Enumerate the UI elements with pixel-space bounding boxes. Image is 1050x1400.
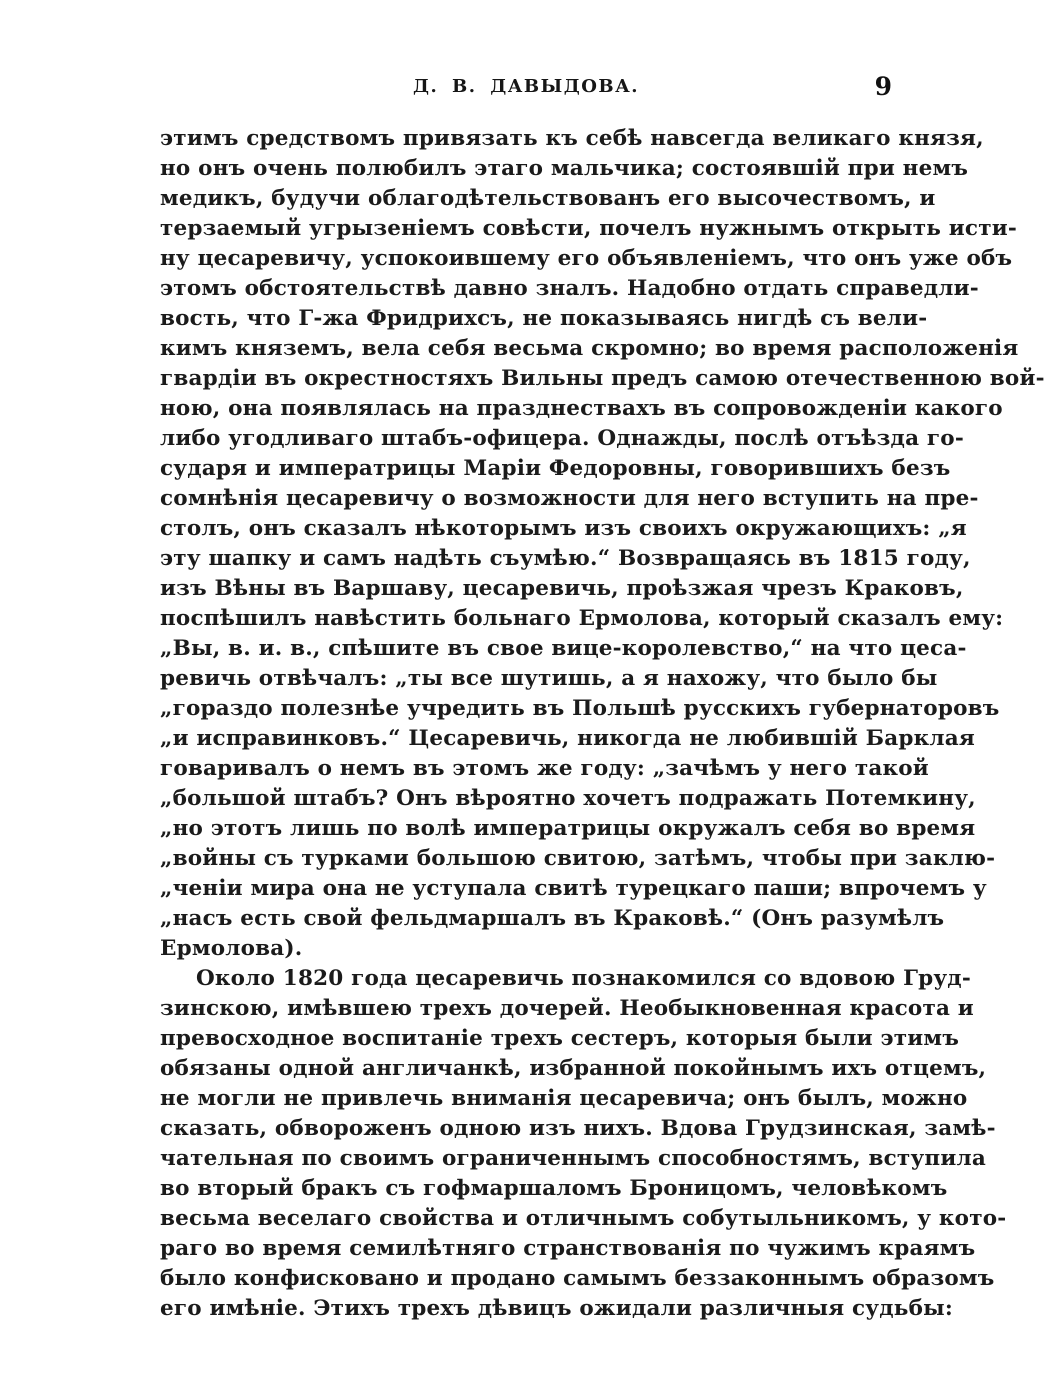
text-line: „насъ есть свой фельдмаршалъ въ Краковѣ.“ (Онъ разумѣлъ: [160, 906, 945, 931]
text-line: этимъ средствомъ привязать къ себѣ навсегда великаго князя,: [160, 126, 984, 151]
text-line: „большой штабъ? Онъ вѣроятно хочетъ подражать Потемкину,: [160, 786, 976, 811]
page-number: 9: [874, 72, 892, 101]
text-line: „войны съ турками большою свитою, затѣмъ, чтобы при заклю-: [160, 846, 996, 871]
text-line: говаривалъ о немъ въ этомъ же году: „зачѣмъ у него такой: [160, 756, 929, 781]
paragraph: [160, 124, 1045, 964]
text-line: „ченіи мира она не уступала свитѣ турецкаго паши; впрочемъ у: [160, 876, 987, 901]
text-line: гвардіи въ окрестностяхъ Вильны предъ самою отечественною вой-: [160, 366, 1045, 391]
text-line: обязаны одной англичанкѣ, избранной покойнымъ ихъ отцемъ,: [160, 1056, 987, 1081]
text-line: Около 1820 года цесаревичь познакомился со вдовою Груд-: [196, 966, 971, 991]
text-line: „гораздо полезнѣе учредить въ Польшѣ русскихъ губернаторовъ: [160, 696, 1000, 721]
text-line: весьма веселаго свойства и отличнымъ собутыльникомъ, у кото-: [160, 1206, 1007, 1231]
text-line: сомнѣнія цесаревичу о возможности для него вступить на пре-: [160, 486, 979, 511]
text-line: ною, она появлялась на празднествахъ въ сопровожденіи какого: [160, 396, 1003, 421]
text-line: сударя и императрицы Маріи Федоровны, говорившихъ безъ: [160, 456, 951, 481]
text-line: изъ Вѣны въ Варшаву, цесаревичь, проѣзжая чрезъ Краковъ,: [160, 576, 964, 601]
page-header: [160, 72, 892, 102]
text-line: терзаемый угрызеніемъ совѣсти, почелъ нужнымъ открыть исти-: [160, 216, 1017, 241]
text-line: сказать, обвороженъ одною изъ нихъ. Вдова Грудзинская, замѣ-: [160, 1116, 996, 1141]
text-body: [160, 124, 1045, 1324]
paragraph: [160, 964, 1007, 1324]
text-line: превосходное воспитаніе трехъ сестеръ, которыя были этимъ: [160, 1026, 960, 1051]
text-line: эту шапку и самъ надѣть съумѣю.“ Возвращаясь въ 1815 году,: [160, 546, 971, 571]
text-line: раго во время семилѣтняго странствованія по чужимъ краямъ: [160, 1236, 976, 1261]
text-line: зинскою, имѣвшею трехъ дочерей. Необыкновенная красота и: [160, 996, 974, 1021]
text-line: Ермолова).: [160, 936, 303, 961]
text-line: „и исправинковъ.“ Цесаревичь, никогда не любившій Барклая: [160, 726, 975, 751]
text-line: чательная по своимъ ограниченнымъ способностямъ, вступила: [160, 1146, 986, 1171]
running-title: Д. В. ДАВЫДОВА.: [412, 76, 640, 97]
text-line: ну цесаревичу, успокоившему его объявленіемъ, что онъ уже объ: [160, 246, 1013, 271]
text-line: поспѣшилъ навѣстить больнаго Ермолова, который сказалъ ему:: [160, 606, 1004, 631]
text-line: этомъ обстоятельствѣ давно зналъ. Надобно отдать справедли-: [160, 276, 979, 301]
text-line: не могли не привлечь вниманія цесаревича; онъ былъ, можно: [160, 1086, 968, 1111]
text-line: столъ, онъ сказалъ нѣкоторымъ изъ своихъ окружающихъ: „я: [160, 516, 967, 541]
text-line: „Вы, в. и. в., спѣшите въ свое вице-королевство,“ на что цеса-: [160, 636, 967, 661]
text-line: кимъ княземъ, вела себя весьма скромно; во время расположенія: [160, 336, 1019, 361]
text-line: во вторый бракъ съ гофмаршаломъ Броницомъ, человѣкомъ: [160, 1176, 948, 1201]
text-line: его имѣніе. Этихъ трехъ дѣвицъ ожидали различныя судьбы:: [160, 1296, 953, 1321]
text-line: либо угодливаго штабъ-офицера. Однажды, послѣ отъѣзда го-: [160, 426, 964, 451]
text-line: вость, что Г-жа Фридрихсъ, не показываясь нигдѣ съ вели-: [160, 306, 928, 331]
text-line: ревичь отвѣчалъ: „ты все шутишь, а я нахожу, что было бы: [160, 666, 938, 691]
text-line: было конфисковано и продано самымъ беззаконнымъ образомъ: [160, 1266, 995, 1291]
text-line: но онъ очень полюбилъ этаго мальчика; состоявшій при немъ: [160, 156, 969, 181]
text-line: „но этотъ лишь по волѣ императрицы окружалъ себя во время: [160, 816, 976, 841]
text-line: медикъ, будучи облагодѣтельствованъ его высочествомъ, и: [160, 186, 936, 211]
